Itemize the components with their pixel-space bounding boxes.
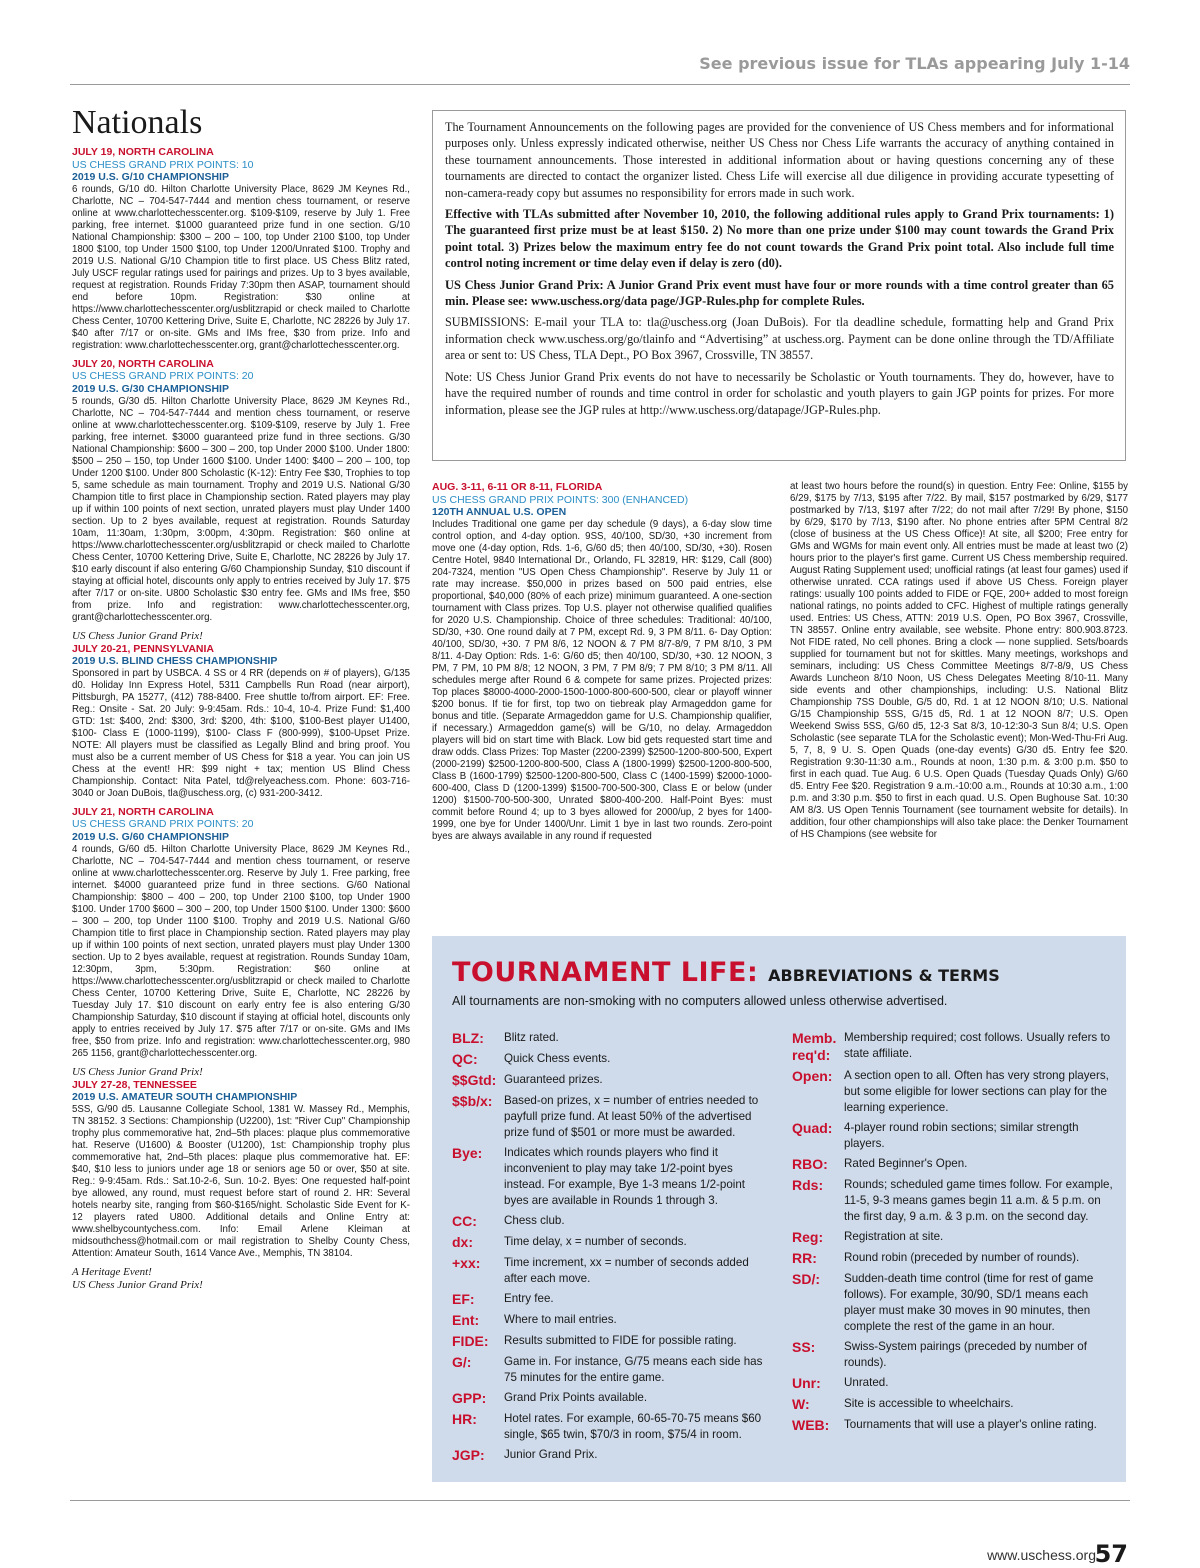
glossary-term: CC: <box>452 1213 477 1229</box>
glossary-entry <box>792 1120 1114 1152</box>
glossary-term: WEB: <box>792 1417 830 1433</box>
event-name: 2019 U.S. G/60 CHAMPIONSHIP <box>72 830 229 843</box>
event-date: AUG. 3-11, 6-11 OR 8-11, FLORIDA <box>432 481 603 493</box>
event-date: JULY 21, NORTH CAROLINA <box>72 805 214 818</box>
event-body: 5 rounds, G/30 d5. Hilton Charlotte University Place, 8629 JM Keynes Rd., Charlotte, NC – 704-547-7444 and mention chess tournament, or reserve online at www.charlottechesscenter.org. $109-$109, reserve by July 1. Free parking, free internet. $3000 guaranteed prize fund in three sections. G/30 National Championship: $600 – 300 – 200, top Under 2000 $100. Under 1800: $500 – 250 – 150, top Under 1600 $100. Under 1400: $400 – 200 – 100, top Under 1200 $100. Under 800 Scholastic (K-12): Entry Fee $30, Trophies to top 5, same schedule as main tournament. Trophy and 2019 U.S. National G/30 Champion title to first place in Championship section. Rated players may play up if within 100 points of next section, unrated players must play Under 1400 section. Up to 2 byes available, request at registration. Rounds Saturday 10am, 11:30am, 1:30pm, 3:00pm, 4:30pm. Registration: $60 online at https://www.charlottechesscenter.org/usblitzrapid or check mailed to Charlotte Chess Center, 10700 Kettering Drive, Suite E, Charlotte, NC 28226 by July 17. $10 early discount if also entering G/60 Championship Sunday, $10 discount if staying at official hotel, discounts only apply to entries received by July 17. $75 after 7/17 or on-site. U800 Scholastic $30 entry fee. GMs and IMs free, $50 from prize. Info and registration: www.charlottechesscenter.org, grant@charlottechesscenter.org. <box>72 395 410 623</box>
glossary-definition: Sudden-death time control (time for rest of game follows). For example, 30/90, SD/1 means each player must make 30 moves in 90 minutes, then complete the rest of the game in an hour. <box>844 1272 1094 1333</box>
glossary-term: $$Gtd: <box>452 1072 497 1088</box>
event-gp-points: US CHESS GRAND PRIX POINTS: 10 <box>72 158 254 171</box>
glossary-term: QC: <box>452 1051 478 1067</box>
us-open-column-right <box>790 481 1128 841</box>
glossary-entry <box>452 1333 772 1350</box>
event-prefix: US Chess Junior Grand Prix! <box>72 629 203 642</box>
glossary-term: Ent: <box>452 1312 480 1328</box>
glossary-term: Open: <box>792 1068 833 1084</box>
footer-note: A Heritage Event! <box>72 1265 152 1278</box>
glossary-definition: Rounds; scheduled game times follow. For example, 11-5, 9-3 means games begin 11 a.m. & 5 p.m. on the first day, 9 a.m. & 3 p.m. on the second day. <box>844 1178 1113 1223</box>
disclaimer-box <box>432 110 1126 461</box>
bottom-divider <box>70 1500 1130 1501</box>
glossary-term: Bye: <box>452 1145 483 1161</box>
glossary-entry <box>452 1051 772 1068</box>
glossary-definition: Entry fee. <box>504 1292 554 1305</box>
grand-prix-rules: Effective with TLAs submitted after November 10, 2010, the following additional rules apply to Grand Prix tournaments: 1) The guaranteed first prize must be at least $150. 2) No more than one prize under $100 may count towards the Grand Prix point total. 3) Prizes below the maximum entry fee do not count towards the Grand Prix point total. Also include full time control noting increment or time delay even if delay is zero (d0). <box>445 207 1114 271</box>
glossary-entry <box>452 1312 772 1329</box>
glossary-entry <box>452 1354 772 1386</box>
footer-url: www.uschess.org <box>987 1547 1096 1563</box>
glossary-definition: Membership required; cost follows. Usually refers to state affiliate. <box>844 1031 1111 1060</box>
event-listing <box>72 1066 410 1260</box>
glossary-definition: Time delay, x = number of seconds. <box>504 1235 687 1248</box>
nationals-column <box>72 104 410 1292</box>
page-number: 57 <box>1094 1540 1128 1568</box>
footer-note: US Chess Junior Grand Prix! <box>72 1278 203 1291</box>
us-open-column-left <box>432 481 772 843</box>
glossary-entry <box>792 1339 1114 1371</box>
glossary-term: Unr: <box>792 1375 821 1391</box>
glossary-definition: Blitz rated. <box>504 1031 559 1044</box>
glossary-definition: 4-player round robin sections; similar strength players. <box>844 1121 1079 1150</box>
glossary-term: FIDE: <box>452 1333 489 1349</box>
glossary-entry <box>452 1447 772 1464</box>
glossary-term: RR: <box>792 1250 817 1266</box>
glossary-term: RBO: <box>792 1156 828 1172</box>
glossary-definition: Rated Beginner's Open. <box>844 1157 968 1170</box>
glossary-definition: Tournaments that will use a player's online rating. <box>844 1418 1097 1431</box>
glossary-definition: A section open to all. Often has very strong players, but some eligible for lower sections can play for the learning experience. <box>844 1069 1109 1114</box>
glossary-entry <box>452 1093 772 1141</box>
event-listing <box>72 806 410 1060</box>
glossary-entry <box>792 1177 1114 1225</box>
glossary-term: SD/: <box>792 1271 820 1287</box>
glossary-definition: Quick Chess events. <box>504 1052 611 1065</box>
glossary-term: BLZ: <box>452 1030 484 1046</box>
glossary-definition: Unrated. <box>844 1376 889 1389</box>
glossary-entry <box>452 1030 772 1047</box>
glossary-subtitle: All tournaments are non-smoking with no computers allowed unless otherwise advertised. <box>452 994 948 1008</box>
glossary-entry <box>452 1390 772 1407</box>
event-body-continued: at least two hours before the round(s) in question. Entry Fee: Online, $155 by 6/29, $175 by 7/13, $195 after 7/22. By mail, $157 postmarked by 6/29, $177 postmarked by 7/13, $197 after 7/22; do not mail after 7/29! By phone, $150 by 6/29, $170 by 7/13, $190 after. No phone entries after 5PM Central 8/2 (close of business at the US Chess Office)! At site, all $200; Free entry for GMs and WGMs for main event only. All entries must be made at least two (2) hours prior to the player's first game. Current US Chess membership required. August Rating Supplement used; unofficial ratings (at least four games) used if otherwise unrated. CCA ratings used if above US Chess. Foreign player ratings: usually 100 points added to FIDE or FQE, 200+ added to most foreign national ratings, no points added to CFC. Highest of multiple ratings generally used. Entries: US Chess, ATTN: 2019 U.S. Open, PO Box 3967, Crossville, TN 38557. Online entry available, see website. Phone entry: 800.903.8723. Not FIDE rated, No cell phones. Bring a clock — none supplied. Sets/boards supplied for tournament but not for skittles. Many meetings, workshops and seminars, including: US Chess Committee Meetings 8/7-8/9, US Chess Awards Luncheon 8/10 Noon, US Chess Delegates Meeting 8/10-11. Many side events and other championships, including: U.S. National Blitz Championship 7SS Double, G/5 d0, Rd. 1 at 12 NOON 8/10; U.S. National G/15 Championship 5SS, G/15 d5, Rd. 1 at 12 NOON 8/7; U.S. Open Weekend Swiss 5SS, G/60 d5, 12-3 Sat 8/3, 10-12:30-3 Sun 8/4; U.S. Open Scholastic (see separate TLA for the Scholastic event); Mon-Wed-Thu-Fri Aug. 5, 7, 8, 9 U. S. Open Quads (one-day events) G/30 d5. Entry fee $20. Registration 9:30-11:30 a.m., Rounds at noon, 1:30 p.m. & 3:00 p.m. $50 to first in each quad. Tue Aug. 6 U.S. Open Quads (Tuesday Quads Only) G/60 d5. Entry Fee $20. Registration 9 a.m.-10:00 a.m., Rounds at 10:30 a.m., 1:00 p.m. and 3:30 p.m. $50 to first in each quad. U.S. Open Bughouse Sat. 10:30 AM 8/3. US Open Tennis Tournament (see tournament website for details). In addition, four other championships will also take place: the Denker Tournament of HS Champions (see website for <box>790 481 1128 840</box>
event-gp-points: US CHESS GRAND PRIX POINTS: 20 <box>72 370 254 383</box>
glossary-entry <box>792 1156 1114 1173</box>
glossary-box <box>432 936 1126 1482</box>
glossary-entry <box>452 1291 772 1308</box>
glossary-entry <box>452 1234 772 1251</box>
glossary-entry <box>452 1213 772 1230</box>
junior-grand-prix-rules: US Chess Junior Grand Prix: A Junior Grand Prix event must have four or more rounds with a time control greater than 65 min. Please see: www.uschess.org/data page/JGP-Rules.php for complete Rules. <box>445 277 1114 309</box>
glossary-term: SS: <box>792 1339 816 1355</box>
glossary-entry <box>792 1417 1114 1434</box>
note-paragraph: Note: US Chess Junior Grand Prix events do not have to necessarily be Scholastic or Youth tournaments. They do, however, have to have the required number of rounds and time control in order for scholastic and youth players to gain JGP points for prizes. For more information, please see the JGP rules at http://www.uschess.org/datapage/JGP-Rules.php. <box>445 369 1114 417</box>
glossary-definition: Guaranteed prizes. <box>504 1073 603 1086</box>
glossary-entry <box>792 1396 1114 1413</box>
glossary-entry <box>452 1145 772 1209</box>
glossary-definition: Hotel rates. For example, 60-65-70-75 means $60 single, $65 twin, $70/3 in room, $75/4 in room. <box>504 1412 762 1441</box>
event-date: JULY 20, NORTH CAROLINA <box>72 357 214 370</box>
glossary-entry <box>792 1375 1114 1392</box>
event-body: 4 rounds, G/60 d5. Hilton Charlotte University Place, 8629 JM Keynes Rd., Charlotte, NC – 704-547-7444 and mention chess tournament, or reserve online at www.charlottechesscenter.org. Reserve by July 1. Free parking, free internet. $4000 guaranteed prize fund in three sections. G/60 National Championship: $800 – 400 – 200, top Under 2100 $100, top Under 1900 $100. Under 1700 $600 – 300 – 200, top Under 1500 $100. Under 1300: $600 – 300 – 200, top Under 1100 $100. Trophy and 2019 U.S. National G/60 Champion title to first place in Championship section. Rated players may play up if within 100 points of next section, unrated players must play Under 1300 section. Up to 2 byes available, request at registration. Rounds Sunday 10am, 12:30pm, 3pm, 5:30pm. Registration: $60 online at https://www.charlottechesscenter.org/usblitzrapid or check mailed to Charlotte Chess Center, 10700 Kettering Drive, Suite E, Charlotte, NC 28226 by Tuesday July 17. $10 discount on early entry fee is also entering G/30 Championship Saturday, $10 discount if staying at official hotel, discounts only apply to entries received by July 17. $75 after 7/17 or on-site. GMs and IMs free, $50 from prize. Info and registration: www.charlottechesscenter.org, 980 265 1156, grant@charlottechesscenter.org. <box>72 843 410 1059</box>
glossary-term: HR: <box>452 1411 477 1427</box>
glossary-term: +xx: <box>452 1255 481 1271</box>
event-name: 2019 U.S. BLIND CHESS CHAMPIONSHIP <box>72 655 278 668</box>
glossary-entry <box>792 1229 1114 1246</box>
event-gp-points: US CHESS GRAND PRIX POINTS: 300 (ENHANCED) <box>432 493 689 506</box>
glossary-definition: Chess club. <box>504 1214 565 1227</box>
event-date: JULY 19, NORTH CAROLINA <box>72 146 214 158</box>
event-date: JULY 27-28, TENNESSEE <box>72 1078 197 1091</box>
event-body: 5SS, G/90 d5. Lausanne Collegiate School, 1381 W. Massey Rd., Memphis, TN 38152. 3 Sections: Championship (U2200), 1st: "River Cup" Championship trophy plus commemorative hat, 2nd–5th places: plaque plus commemorative hat. Reserve (U1600) & Booster (U1200), 1st: Championship trophy plus commemorative hat, 2nd–5th places: plaque plus commemorative hat. EF: $40, $10 less to juniors under age 18 or seniors age 50 or over, $50 at site. Reg.: 9-9:45am. Rds.: Sat.10-2-6, Sun. 10-2. Byes: One requested half-point bye allowed, any round, must request before start of round 2. HR: Several hotels nearby site, ranging from $60-$165/night. Scholastic Side Event for K-12 players rated U800. Additional details and Online Entry at: www.shelbycountychess.com. Info: Email Arlene Kleiman at midsouthchess@hotmail.com or mail registration to Shelby County Chess, Attention: Amateur South, 1614 Vance Ave., Memphis, TN 38104. <box>72 1103 410 1259</box>
event-name: 2019 U.S. G/10 CHAMPIONSHIP <box>72 171 229 184</box>
glossary-term: dx: <box>452 1234 473 1250</box>
glossary-term: Quad: <box>792 1120 833 1136</box>
glossary-definition: Based-on prizes, x = number of entries needed to payfull prize fund. At least 50% of the advertised prize fund of $501 or more must be awarded. <box>504 1094 759 1139</box>
glossary-title-sub: ABBREVIATIONS & TERMS <box>768 966 1000 985</box>
glossary-term: EF: <box>452 1291 475 1307</box>
glossary-term: JGP: <box>452 1447 485 1463</box>
event-body: Includes Traditional one game per day schedule (9 days), a 6-day slow time control option, and 4-day option. 9SS, 40/100, SD/30, +30 increment from move one (4-day option, Rds. 1-6, G/60 d5; then 40/100, SD/30, +30). Rosen Centre Hotel, 9840 International Dr., Orlando, FL 32819, HR: $129, Call (800) 204-7324, mention "US Open Chess Championship". Reserve by July 11 or rate may increase. $50,000 in prizes based on 500 paid entries, else proportional, $40,000 (80% of each prize) minimum guaranteed. A one-section tournament with Class prizes. Top U.S. player not otherwise qualified qualifies for 2020 U.S. Championship. Choice of three schedules: Traditional: 40/100, SD/30, +30. One round daily at 7 PM, except Rd. 9, 3 PM 8/11. 6- Day Option: 40/100, SD/30, +30. 7 PM 8/6, 12 NOON & 7 PM 8/7-8/9, 7 PM 8/10, 3 PM 8/11. 4-Day Option: Rds. 1-6: G/60 d5; then 40/100, SD/30, +30. 12 NOON, 3 PM, 7 PM, 10 PM 8/8; 12 NOON, 3 PM, 7 PM 8/9; 7 PM 8/10; 3 PM 8/11. All schedules merge after Round 6 & compete for same prizes. Projected prizes: Top places $8000-4000-2000-1500-1000-800-600-500, clear or playoff winner $200 bonus. If tie for first, top two on tiebreak play Armageddon game for bonus and title. (Separate Armageddon game for U.S. Championship qualifier, if necessary.) Armageddon game(s) will be G/10, no delay. Armageddon players will bid on start time with Black. Low bid gets requested start time and draw odds. Class Prizes: Top Master (2200-2399) $2500-1200-800-500, Expert (2000-2199) $2500-1200-800-500, Class A (1800-1999) $2500-1200-800-500, Class B (1600-1799) $2500-1200-800-500, Class C (1400-1599) $2000-1000-600-400, Class D (1200-1399) $1500-700-500-300, Class E or below (under 1200) $1500-700-500-300, Unrated $800-400-200. Half-Point Byes: must commit before Round 4; up to 3 byes allowed for 2000/up, 2 byes for 1400-1999, one bye for Under 1400/Unr. Limit 1 bye in last two rounds. Zero-point byes are always available in any round if requested <box>432 518 772 842</box>
glossary-definition: Time increment, xx = number of seconds added after each move. <box>504 1256 749 1285</box>
glossary-entry <box>452 1411 772 1443</box>
event-gp-points: US CHESS GRAND PRIX POINTS: 20 <box>72 818 254 831</box>
glossary-term: Memb. req'd: <box>792 1030 837 1063</box>
top-divider <box>70 84 1130 85</box>
submissions-paragraph: SUBMISSIONS: E-mail your TLA to: tla@uschess.org (Joan DuBois). For tla deadline schedule, formatting help and Grand Prix information check www.uschess.org/go/tlainfo and “Advertising” at uschess.org. Payment can be done online through the TD/Affiliate area or sent to: US Chess, TLA Dept., PO Box 3967, Crossville, TN 38557. <box>445 315 1114 363</box>
glossary-term: GPP: <box>452 1390 487 1406</box>
glossary-definition: Junior Grand Prix. <box>504 1448 598 1461</box>
event-listing <box>72 146 410 352</box>
event-name: 2019 U.S. AMATEUR SOUTH CHAMPIONSHIP <box>72 1091 298 1104</box>
event-body: 6 rounds, G/10 d0. Hilton Charlotte University Place, 8629 JM Keynes Rd., Charlotte, NC – 704-547-7444 and mention chess tournament, or reserve online at www.charlottechesscenter.org. $109-$109, reserve by July 1. Free parking, free internet. $1000 guaranteed prize fund in one section. G/10 National Championship: $300 – 200 – 100, top Under 2100 $100, top Under 1800 $100, top Under 1500 $100, top Under 1200/Unrated $100. Trophy and 2019 U.S. National G/10 Champion title to first place. US Chess Blitz rated, July USCF regular ratings used for pairings and prizes. Up to 3 byes available, request at registration. Rounds Friday 7:30pm then ASAP, tournament should end before 10pm. Registration: $30 online at https://www.charlottechesscenter.org/usblitzrapid or check mailed to Charlotte Chess Center, 10700 Kettering Drive, Suite E, Charlotte, NC 28226 by July 17. $40 after 7/17 or on-site. GMs and IMs free, $30 from prize. Info and registration: www.charlottechesscenter.org, grant@charlottechesscenter.org. <box>72 183 410 351</box>
glossary-entry <box>792 1068 1114 1116</box>
glossary-title <box>452 958 1114 991</box>
glossary-definition: Registration at site. <box>844 1230 944 1243</box>
glossary-term: Reg: <box>792 1229 824 1245</box>
glossary-entry <box>452 1072 772 1089</box>
event-listing <box>72 630 410 800</box>
glossary-entry <box>792 1250 1114 1267</box>
header-banner: See previous issue for TLAs appearing July 1-14 <box>699 54 1130 73</box>
glossary-definition: Indicates which rounds players who find it inconvenient to play may take 1/2-point byes instead. For example, Bye 1-3 means 1/2-point byes are available in Rounds 1 through 3. <box>504 1146 746 1207</box>
event-date: JULY 20-21, PENNSYLVANIA <box>72 642 214 655</box>
glossary-title-main: TOURNAMENT LIFE: <box>452 957 759 988</box>
glossary-term: $$b/x: <box>452 1093 493 1109</box>
disclaimer-paragraph: The Tournament Announcements on the following pages are provided for the convenience of US Chess members and for informational purposes only. Unless expressly indicated otherwise, neither US Chess nor Chess Life warrants the accuracy of anything contained in these tournament announcements. Those interested in additional information about or having questions concerning any of these tournaments are directed to contact the organizer listed. Chess Life will exercise all due diligence in providing accurate typesetting of non-camera-ready copy but assumes no responsibility for errors made in such work. <box>445 120 1114 200</box>
glossary-term: W: <box>792 1396 810 1412</box>
section-title: Nationals <box>72 104 203 141</box>
glossary-entry <box>792 1271 1114 1335</box>
glossary-definition: Where to mail entries. <box>504 1313 617 1326</box>
glossary-definition: Game in. For instance, G/75 means each side has 75 minutes for the entire game. <box>504 1355 763 1384</box>
glossary-term: G/: <box>452 1354 472 1370</box>
glossary-definition: Results submitted to FIDE for possible rating. <box>504 1334 737 1347</box>
glossary-entry <box>452 1255 772 1287</box>
glossary-definition: Grand Prix Points available. <box>504 1391 648 1404</box>
glossary-entry <box>792 1030 1114 1064</box>
glossary-definition: Swiss-System pairings (preceded by number of rounds). <box>844 1340 1087 1369</box>
glossary-term: Rds: <box>792 1177 824 1193</box>
glossary-definition: Site is accessible to wheelchairs. <box>844 1397 1014 1410</box>
glossary-definition: Round robin (preceded by number of rounds). <box>844 1251 1080 1264</box>
event-body: Sponsored in part by USBCA. 4 SS or 4 RR (depends on # of players), G/135 d0. Holiday Inn Express Hotel, 5311 Campbells Run Road (near airport), Pittsburgh, PA 15277, (412) 788-8400. Free shuttle to/from airport. EF: Free. Reg.: Onsite - Sat. 20 July: 9-9:45am. Rds.: 10-4, 10-4. Prize Fund: $1,400 GTD: 1st: $400, 2nd: $300, 3rd: $200, 4th: $100, $100-Best player U1400, $100- Class E (1000-1199), $100- Class F (800-999), $100-Upset Prize. NOTE: All players must be classified as Legally Blind and bring proof. You must also be a current member of US Chess for $18 a year. You can join US Chess at the event! HR: $99 night + tax; mention US Blind Chess Championship. Contact: Nita Patel, td@relyeachess.com. Phone: 603-716-3040 or Joan DuBois, tla@uschess.org, (c) 931-200-3412. <box>72 667 410 799</box>
event-listing <box>72 358 410 624</box>
event-name: 2019 U.S. G/30 CHAMPIONSHIP <box>72 382 229 395</box>
event-prefix: US Chess Junior Grand Prix! <box>72 1065 203 1078</box>
event-name: 120TH ANNUAL U.S. OPEN <box>432 506 567 519</box>
